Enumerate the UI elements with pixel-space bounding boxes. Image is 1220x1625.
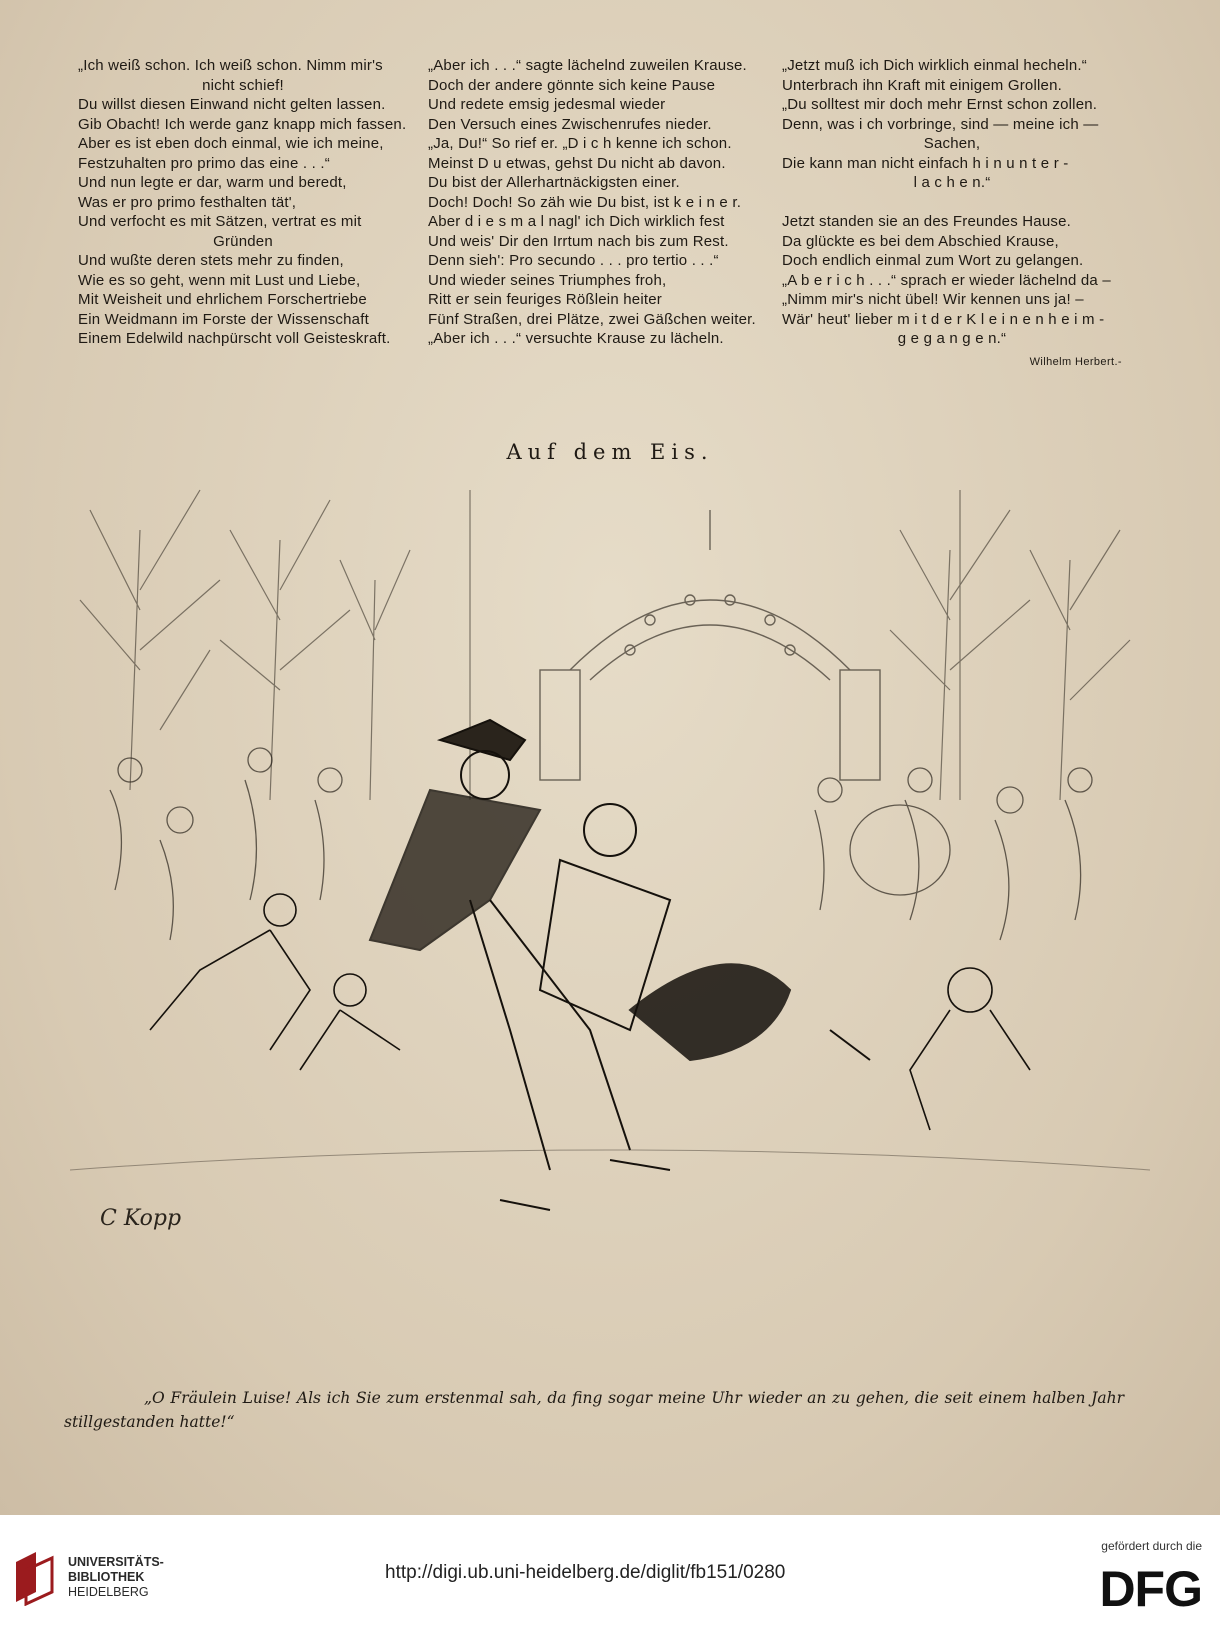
poem-line: Einem Edelwild nachpürscht voll Geisteskraft. (78, 330, 391, 347)
poem-line: Und redete emsig jedesmal wieder (428, 96, 666, 113)
poem-line: Meinst D u etwas, gehst Du nicht ab davon. (428, 154, 726, 172)
poem-line: „Du solltest mir doch mehr Ernst schon zollen. (782, 96, 1098, 113)
funding-label: gefördert durch die (1101, 1539, 1202, 1553)
poem-line: Den Versuch eines Zwischenrufes nieder. (428, 115, 712, 133)
poem-line: Doch! Doch! So zäh wie Du bist, ist k e i n e r. (428, 193, 742, 211)
background-trees (80, 490, 1130, 800)
poem-line: Und wieder seines Triumphes froh, (428, 271, 667, 289)
poem-line: Was er pro primo festhalten tät', (78, 193, 297, 211)
poem-line: Gib Obacht! Ich werde ganz knapp mich fassen. (78, 115, 407, 133)
poem-line: Festzuhalten pro primo das eine . . .“ (78, 154, 330, 172)
library-line: BIBLIOTHEK (68, 1570, 145, 1584)
poem-line: Du willst diesen Einwand nicht gelten lassen. (78, 96, 386, 113)
poem-line: „Ja, Du!“ So rief er. „D i c h kenne ich schon. (428, 135, 732, 152)
poem-line: Denn, was i ch vorbringe, sind — meine ich — (782, 115, 1099, 133)
poem-line: Und weis' Dir den Irrtum nach bis zum Rest. (428, 232, 729, 250)
main-skater-couple (370, 720, 870, 1210)
poem-line: Jetzt standen sie an des Freundes Hause. (782, 213, 1072, 230)
poem-line: „Nimm mir's nicht übel! Wir kennen uns ja! – (782, 291, 1084, 308)
poem-column-1 (78, 56, 408, 349)
poem-line: „Jetzt muß ich Dich wirklich einmal hecheln.“ (782, 57, 1087, 74)
poem-line: „Ich weiß schon. Ich weiß schon. Nimm mir's (78, 57, 383, 74)
poem-line: Aber d i e s m a l nagl' ich Dich wirklich fest (428, 213, 725, 230)
crowd-of-skaters (110, 748, 1092, 940)
poem-line: Und wußte deren stets mehr zu finden, (78, 252, 344, 269)
library-line: UNIVERSITÄTS- (68, 1555, 164, 1569)
poem-line: l a c h e n.“ (913, 174, 991, 191)
ice-skating-illustration (70, 470, 1150, 1350)
poem-line: Da glückte es bei dem Abschied Krause, (782, 232, 1059, 250)
poem-line: „A b e r i c h . . .“ sprach er wieder lächelnd da – (782, 271, 1111, 289)
artist-signature: C Kopp (100, 1206, 182, 1231)
dfg-logo: DFG (1099, 1561, 1202, 1617)
poem-line: Mit Weisheit und ehrlichem Forschertriebe (78, 291, 367, 308)
source-url-link[interactable]: http://digi.ub.uni-heidelberg.de/diglit/fb151/0280 (385, 1562, 786, 1583)
poem-line: Sachen, (923, 135, 981, 152)
poem-line: Ein Weidmann im Forste der Wissenschaft (78, 310, 369, 328)
poem-line: Denn sieh': Pro secundo . . . pro tertio . . .“ (428, 252, 719, 269)
university-library-logo-icon (12, 1548, 58, 1606)
illustration-title: Auf dem Eis. (506, 440, 714, 464)
poem-line: Ritt er sein feuriges Rößlein heiter (428, 291, 662, 308)
library-name (68, 1555, 164, 1600)
poem-column-3 (782, 56, 1122, 372)
poem-line: nicht schief! (202, 76, 284, 94)
poem-line: „Aber ich . . .“ sagte lächelnd zuweilen Krause. (428, 57, 747, 74)
poem-line: Unterbrach ihn Kraft mit einigem Grollen. (782, 76, 1062, 94)
poem-line: Und nun legte er dar, warm und beredt, (78, 174, 347, 191)
library-line: HEIDELBERG (68, 1585, 149, 1599)
poem-line: Doch endlich einmal zum Wort zu gelangen. (782, 252, 1084, 269)
poem-line: Fünf Straßen, drei Plätze, zwei Gäßchen weiter. (428, 310, 756, 328)
poem-column-2 (428, 56, 758, 349)
poem-line: g e g a n g e n.“ (897, 330, 1007, 347)
poem-line: Und verfocht es mit Sätzen, vertrat es mit (78, 213, 362, 230)
poem-spacer (782, 193, 1122, 213)
poem-line: Die kann man nicht einfach h i n u n t e r - (782, 154, 1069, 172)
bandstand (540, 510, 880, 780)
poem-line: Wie es so geht, wenn mit Lust und Liebe, (78, 271, 361, 289)
digitization-footer (0, 1515, 1220, 1625)
poem-line: Gründen (213, 232, 273, 250)
illustration-caption: „O Fräulein Luise! Als ich Sie zum erstenmal sah, da fing sogar meine Uhr wieder an zu gehen, die seit einem halben Jahr stillgestanden hatte!“ (64, 1389, 1124, 1431)
poem-line: Aber es ist eben doch einmal, wie ich meine, (78, 135, 384, 152)
poem-line: Du bist der Allerhartnäckigsten einer. (428, 174, 680, 191)
poem-line: Doch der andere gönnte sich keine Pause (428, 76, 716, 94)
poem-line: „Aber ich . . .“ versuchte Krause zu lächeln. (428, 330, 724, 347)
poem-line: Wär' heut' lieber m i t d e r K l e i n e n h e i m - (782, 310, 1105, 328)
poem-signature: Wilhelm Herbert.- (1029, 355, 1122, 368)
